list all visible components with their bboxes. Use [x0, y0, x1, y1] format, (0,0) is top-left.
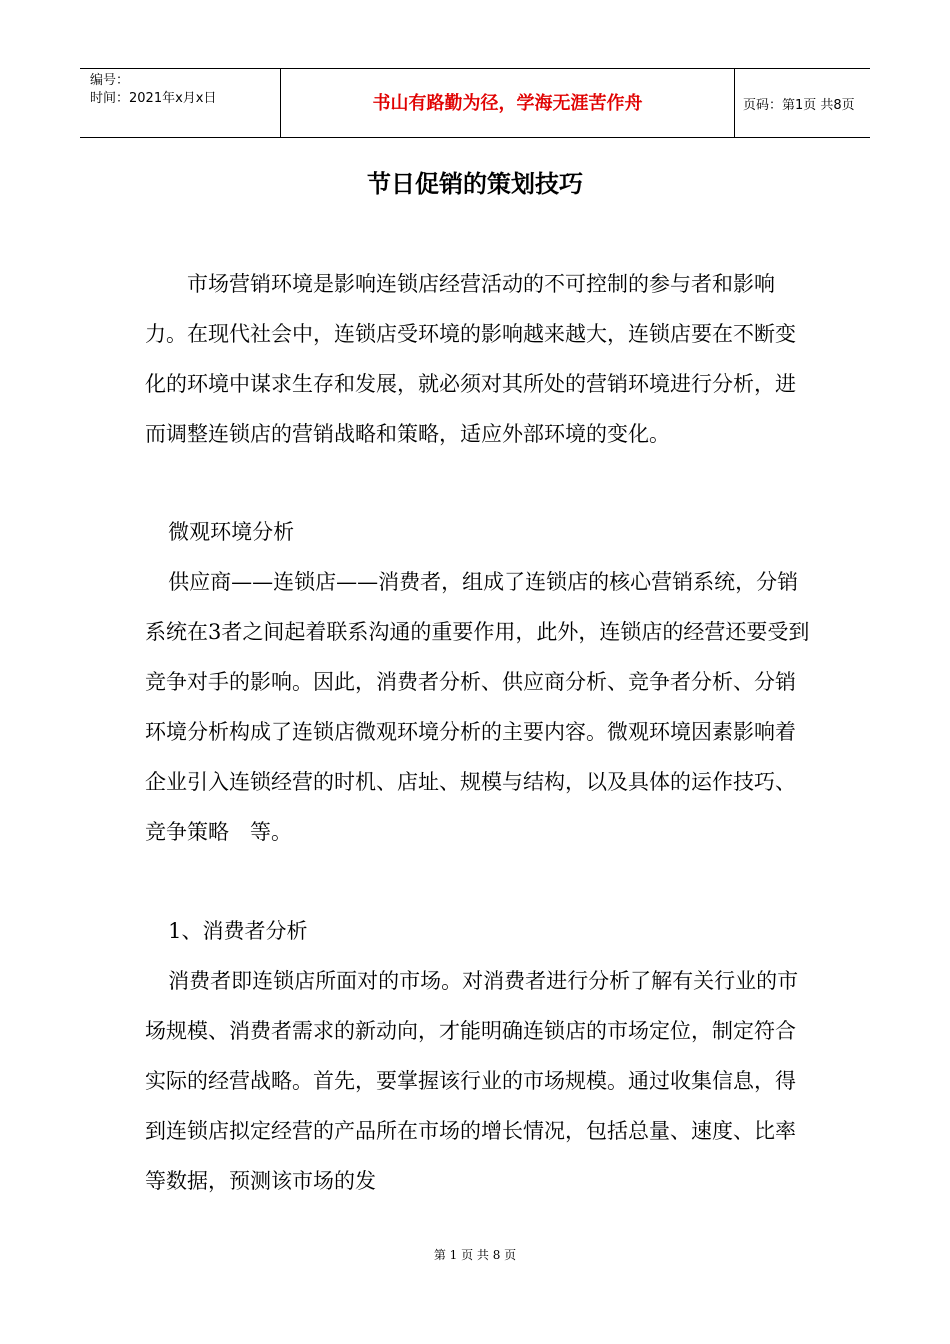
date-label: 时间：2021年x月x日 [90, 91, 217, 106]
header-motto-cell [280, 69, 735, 137]
motto-text: 书山有路勤为径，学海无涯苦作舟 [372, 93, 643, 114]
document-header [80, 68, 870, 138]
section-heading-consumer-analysis: 1、消费者分析 [168, 919, 308, 943]
serial-number-label: 编号： [90, 73, 130, 88]
page-footer: 第 1 页 共 8 页 [433, 1248, 517, 1262]
document-title: 节日促销的策划技巧 [367, 169, 583, 198]
paragraph-consumer-analysis: 消费者即连锁店所面对的市场。对消费者进行分析了解有关行业的市场规模、消费者需求的新动向，才能明确连锁店的市场定位，制定符合实际的经营战略。首先，要掌握该行业的市场规模。通过收集信息，得到连锁店拟定经营的产品所在市场的增长情况，包括总量、速度、比率等数据，预测该市场的发 [145, 969, 799, 1193]
paragraph-intro: 市场营销环境是影响连锁店经营活动的不可控制的参与者和影响力。在现代社会中，连锁店受环境的影响越来越大，连锁店要在不断变化的环境中谋求生存和发展，就必须对其所处的营销环境进行分析，进而调整连锁店的营销战略和策略，适应外部环境的变化。 [145, 272, 796, 446]
paragraph-micro-environment: 供应商——连锁店——消费者，组成了连锁店的核心营销系统，分销系统在3者之间起着联系沟通的重要作用，此外，连锁店的经营还要受到竞争对手的影响。因此，消费者分析、供应商分析、竞争者分析、分销环境分析构成了连锁店微观环境分析的主要内容。微观环境因素影响着企业引入连锁经营的时机、店址、规模与结构，以及具体的运作技巧、竞争策略 等。 [145, 570, 810, 844]
section-heading-micro-environment: 微观环境分析 [168, 520, 295, 544]
header-meta-cell [80, 69, 280, 137]
page-code: 页码：第1页 共8页 [743, 98, 855, 113]
header-page-cell [735, 69, 870, 137]
